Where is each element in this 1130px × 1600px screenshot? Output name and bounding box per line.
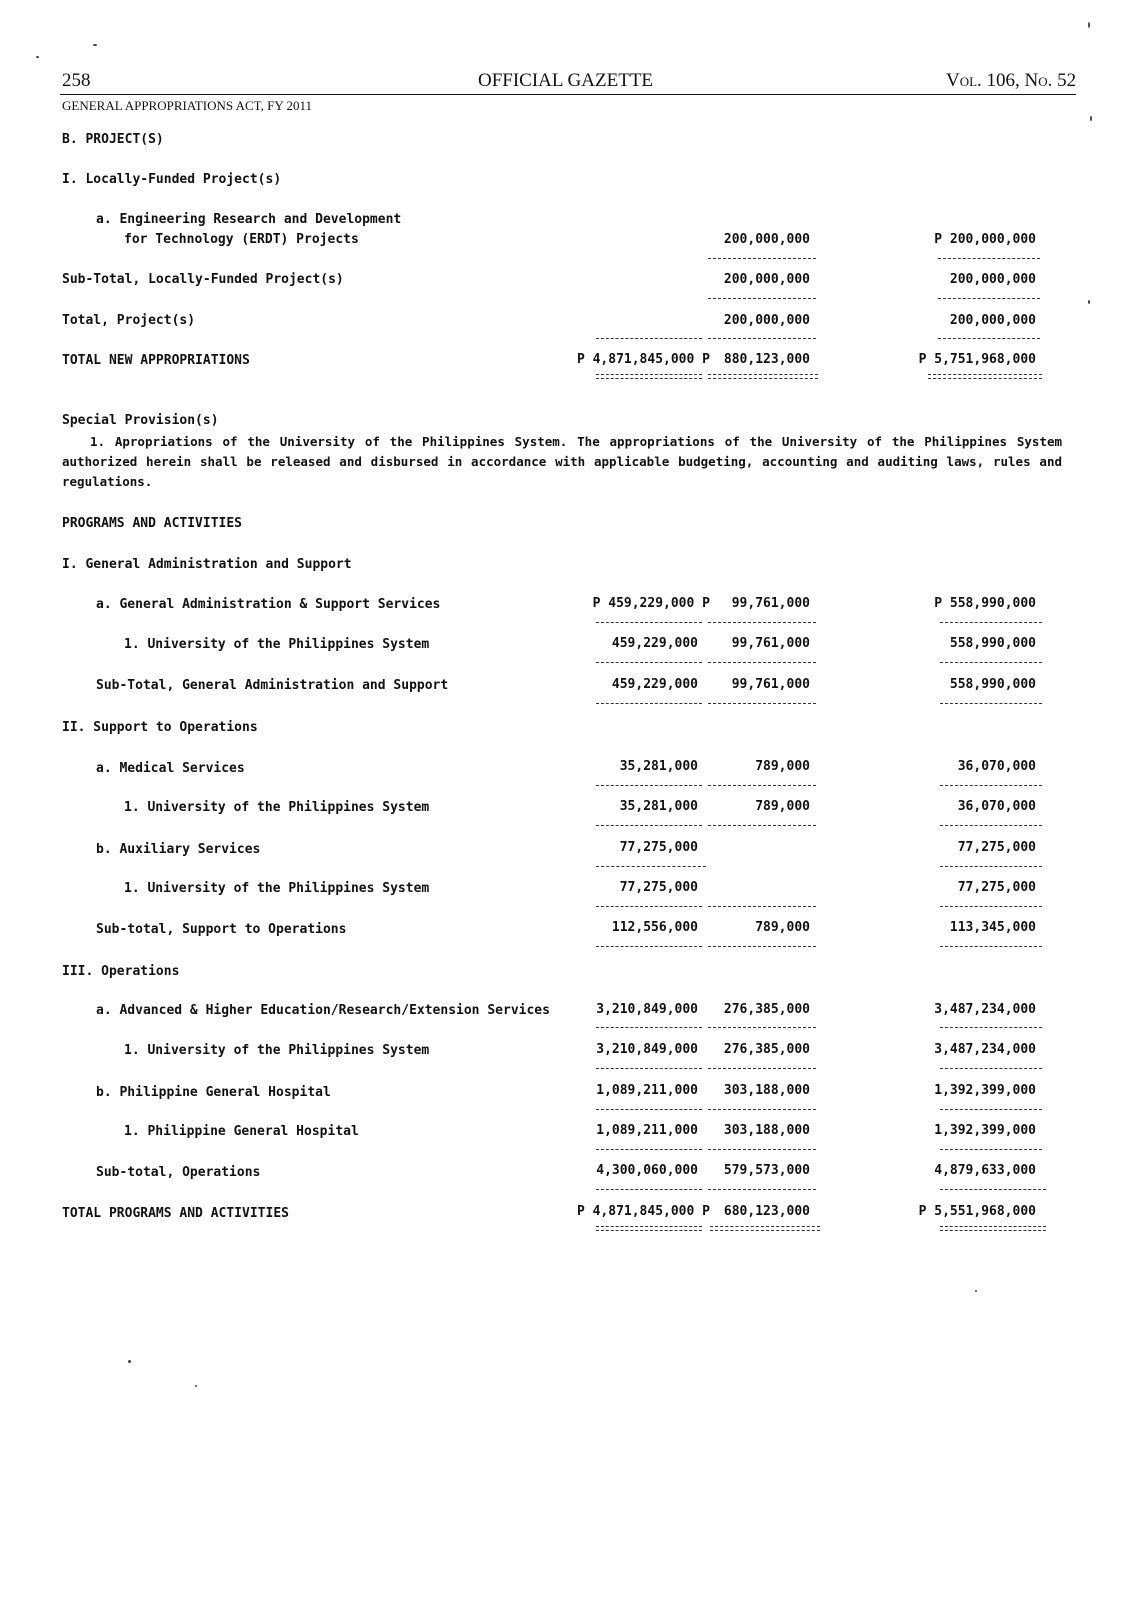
program-row-amount-c: P 5,551,968,000 (918, 1204, 1036, 1219)
program-row-amount-a: 3,210,849,000 (596, 1002, 698, 1017)
separator (940, 946, 1042, 947)
act-title: GENERAL APPROPRIATIONS ACT, FY 2011 (62, 98, 313, 113)
separator (596, 946, 702, 947)
program-row-label: b. Philippine General Hospital (96, 1085, 331, 1100)
separator (940, 825, 1042, 826)
separator (596, 622, 702, 623)
separator (596, 1189, 702, 1190)
total-new-appropriations-c: P 5,751,968,000 (918, 352, 1036, 367)
separator (940, 1189, 1046, 1190)
program-row-label: 1. University of the Philippines System (124, 637, 430, 652)
separator (940, 662, 1042, 663)
separator (596, 1109, 702, 1110)
program-row-amount-a: 35,281,000 (619, 759, 698, 774)
special-provisions-heading: Special Provision(s) (62, 413, 219, 428)
scan-speck (1088, 22, 1090, 28)
total-new-appropriations-b: 880,123,000 (723, 352, 810, 367)
program-row-amount-a: 459,229,000 (611, 677, 698, 692)
separator (940, 622, 1042, 623)
program-row-amount-a: 459,229,000 (611, 636, 698, 651)
total-new-appropriations-a: P 4,871,845,000 P (576, 352, 710, 367)
program-row-amount-b: 579,573,000 (723, 1163, 810, 1178)
project-total-b: 200,000,000 (723, 313, 810, 328)
separator (708, 1068, 816, 1069)
program-row-amount-b: 99,761,000 (731, 596, 810, 611)
separator (940, 703, 1042, 704)
separator (940, 1068, 1042, 1069)
program-row-amount-a: 4,300,060,000 (596, 1163, 698, 1178)
program-row-amount-c: 3,487,234,000 (934, 1042, 1036, 1057)
program-row-amount-c: 113,345,000 (949, 920, 1036, 935)
locally-funded-subtotal-c: 200,000,000 (949, 272, 1036, 287)
program-row-amount-a: 77,275,000 (619, 880, 698, 895)
separator (596, 703, 702, 704)
program-row-amount-a: 3,210,849,000 (596, 1042, 698, 1057)
total-new-appropriations-label: TOTAL NEW APPROPRIATIONS (62, 353, 250, 368)
program-row-amount-c: 558,990,000 (949, 677, 1036, 692)
erdt-label-line1: a. Engineering Research and Development (96, 212, 402, 227)
program-row-amount-b: 680,123,000 (723, 1204, 810, 1219)
separator (708, 946, 816, 947)
program-row-amount-b: 789,000 (755, 920, 810, 935)
double-rule (940, 1226, 1046, 1231)
program-row-label: 1. University of the Philippines System (124, 881, 430, 896)
double-rule (708, 374, 818, 379)
separator (708, 338, 816, 339)
separator (940, 1109, 1042, 1110)
scan-speck (975, 1290, 977, 1292)
program-row-amount-c: 3,487,234,000 (934, 1002, 1036, 1017)
program-row-label: III. Operations (62, 964, 180, 979)
separator (708, 1109, 816, 1110)
program-row-label: TOTAL PROGRAMS AND ACTIVITIES (62, 1206, 289, 1221)
program-row-label: Sub-total, Support to Operations (96, 922, 347, 937)
separator (708, 258, 816, 259)
program-row-amount-c: 1,392,399,000 (934, 1123, 1036, 1138)
program-row-amount-b: 789,000 (755, 759, 810, 774)
separator (940, 866, 1042, 867)
separator (940, 1027, 1042, 1028)
separator (708, 1149, 816, 1150)
scan-speck (93, 44, 97, 46)
programs-heading: PROGRAMS AND ACTIVITIES (62, 516, 243, 531)
separator (596, 785, 702, 786)
program-row-amount-c: 4,879,633,000 (934, 1163, 1036, 1178)
separator (938, 298, 1040, 299)
locally-funded-subtotal-b: 200,000,000 (723, 272, 810, 287)
locally-funded-subtotal-label: Sub-Total, Locally-Funded Project(s) (62, 272, 344, 287)
program-row-label: 1. University of the Philippines System (124, 1043, 430, 1058)
erdt-label-line2: for Technology (ERDT) Projects (124, 232, 359, 247)
program-row-label: a. Advanced & Higher Education/Research/Extension Services (96, 1003, 550, 1018)
program-row-amount-b: 789,000 (755, 799, 810, 814)
projects-heading: B. PROJECT(S) (62, 132, 164, 147)
program-row-label: b. Auxiliary Services (96, 842, 261, 857)
separator (708, 785, 816, 786)
program-row-amount-c: 558,990,000 (949, 636, 1036, 651)
program-row-label: 1. Philippine General Hospital (124, 1124, 359, 1139)
scan-speck (1088, 300, 1090, 304)
publication-title: OFFICIAL GAZETTE (478, 70, 654, 91)
program-row-amount-c: 77,275,000 (957, 880, 1036, 895)
program-row-amount-c: 77,275,000 (957, 840, 1036, 855)
separator (708, 622, 816, 623)
separator (708, 703, 816, 704)
program-row-amount-c: 36,070,000 (957, 759, 1036, 774)
separator (940, 906, 1042, 907)
separator (708, 825, 816, 826)
project-total-c: 200,000,000 (949, 313, 1036, 328)
separator (708, 1027, 816, 1028)
program-row-amount-b: 303,188,000 (723, 1083, 810, 1098)
program-row-amount-b: 276,385,000 (723, 1002, 810, 1017)
double-rule (710, 1226, 820, 1231)
page-number: 258 (62, 70, 91, 91)
program-row-amount-a: 77,275,000 (619, 840, 698, 855)
project-total-label: Total, Project(s) (62, 313, 196, 328)
program-row-amount-b: 276,385,000 (723, 1042, 810, 1057)
program-row-label: Sub-Total, General Administration and Support (96, 678, 449, 693)
separator (940, 1149, 1042, 1150)
program-row-amount-a: 1,089,211,000 (596, 1123, 698, 1138)
separator (708, 906, 816, 907)
scan-speck (195, 1385, 197, 1387)
scan-speck (128, 1360, 131, 1363)
program-row-amount-a: P 4,871,845,000 P (576, 1204, 710, 1219)
double-rule (596, 1226, 702, 1231)
program-row-amount-c: 36,070,000 (957, 799, 1036, 814)
separator (596, 866, 706, 867)
program-row-amount-a: 35,281,000 (619, 799, 698, 814)
double-rule (928, 374, 1042, 379)
program-row-amount-b: 99,761,000 (731, 636, 810, 651)
separator (938, 258, 1040, 259)
program-row-amount-a: 1,089,211,000 (596, 1083, 698, 1098)
erdt-amount-c: P 200,000,000 (934, 232, 1036, 247)
separator (596, 1027, 702, 1028)
program-row-amount-c: P 558,990,000 (934, 596, 1036, 611)
program-row-label: I. General Administration and Support (62, 557, 352, 572)
scan-speck (1090, 116, 1092, 121)
double-rule (596, 374, 702, 379)
program-row-amount-a: P 459,229,000 P (592, 596, 710, 611)
separator (938, 338, 1040, 339)
locally-funded-heading: I. Locally-Funded Project(s) (62, 172, 282, 187)
program-row-amount-b: 99,761,000 (731, 677, 810, 692)
program-row-label: a. Medical Services (96, 761, 245, 776)
program-row-amount-b: 303,188,000 (723, 1123, 810, 1138)
separator (940, 785, 1042, 786)
scan-speck (36, 56, 39, 58)
program-row-label: 1. University of the Philippines System (124, 800, 430, 815)
separator (708, 1189, 816, 1190)
special-provision-text: 1. Apropriations of the University of the Philippines System. The appropriations of the University of the Philippines System authorized herein shall be released and disbursed in accordance with applicable budgeting, accounting and auditing laws, rules and regulations. (62, 434, 1062, 489)
program-row-label: a. General Administration & Support Services (96, 597, 441, 612)
volume-number: Vol. 106, No. 52 (946, 70, 1077, 91)
separator (596, 662, 702, 663)
separator (708, 662, 816, 663)
program-row-amount-c: 1,392,399,000 (934, 1083, 1036, 1098)
separator (596, 906, 702, 907)
separator (596, 1149, 702, 1150)
erdt-amount-b: 200,000,000 (723, 232, 810, 247)
separator (708, 298, 816, 299)
header-rule (60, 94, 1076, 95)
separator (596, 1068, 702, 1069)
program-row-amount-a: 112,556,000 (611, 920, 698, 935)
program-row-label: II. Support to Operations (62, 720, 258, 735)
separator (596, 825, 702, 826)
program-row-label: Sub-total, Operations (96, 1165, 261, 1180)
separator (596, 338, 702, 339)
